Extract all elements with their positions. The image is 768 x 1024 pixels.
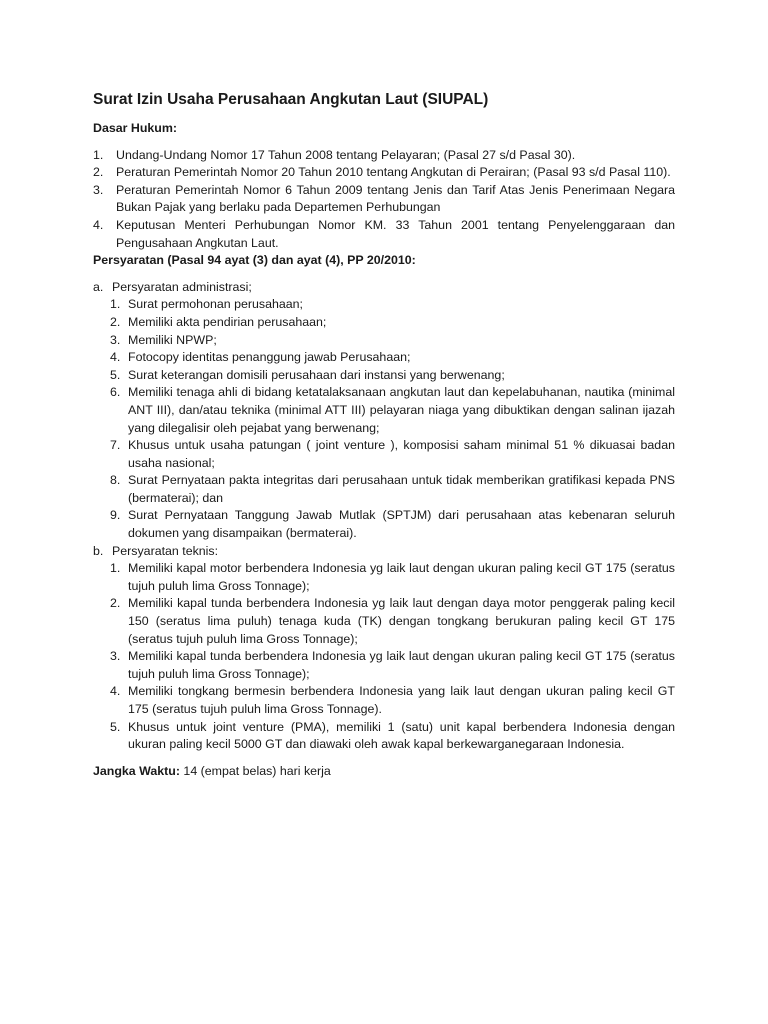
document-page [93,90,675,780]
list-item [93,182,675,217]
item-text: Memiliki kapal tunda berbendera Indonesia yg laik laut dengan ukuran paling kecil GT 175 (seratus tujuh puluh lima Gross Tonnage); [128,649,675,681]
list-item [93,164,675,182]
item-number: 5. [110,367,121,382]
item-text: Peraturan Pemerintah Nomor 20 Tahun 2010 tentang Angkutan di Perairan; (Pasal 93 s/d Pasal 110). [116,165,671,180]
list-item [110,384,675,437]
list-item [110,314,675,332]
item-text: Memiliki tenaga ahli di bidang ketatalaksanaan angkutan laut dan kepelabuhanan, nautika (minimal ANT III), dan/atau teknika (minimal ATT III) pelayaran niaga yang dibuktikan dengan salinan ijazah yang dilegalisir oleh pejabat yang berwenang; [128,385,675,435]
item-text: Memiliki kapal motor berbendera Indonesia yg laik laut dengan ukuran paling kecil GT 175 (seratus tujuh puluh lima Gross Tonnage); [128,561,675,593]
persyaratan-heading: Persyaratan (Pasal 94 ayat (3) dan ayat (4), PP 20/2010: [93,253,416,268]
item-text: Surat Pernyataan Tanggung Jawab Mutlak (SPTJM) dari perusahaan atas kebenaran seluruh dokumen yang disampaikan (bermaterai). [128,508,675,541]
item-text: Memiliki akta pendirian perusahaan; [128,314,327,329]
list-item [93,217,675,252]
teknis-list [110,560,675,754]
list-item [110,296,675,314]
document-title: Surat Izin Usaha Perusahaan Angkutan Laut (SIUPAL) [93,91,489,108]
item-number: 4. [110,684,121,699]
list-item [110,648,675,683]
list-item [110,367,675,385]
item-number: 2. [110,596,121,611]
group-label: Persyaratan teknis: [112,543,219,558]
item-number: 1. [110,297,121,312]
item-number: 1. [93,147,104,162]
administrasi-list [110,296,675,542]
item-number: 2. [93,165,104,180]
item-text: Khusus untuk joint venture (PMA), memiliki 1 (satu) unit kapal berbendera Indonesia dengan ukuran paling kecil 5000 GT dan diawaki oleh awak kapal berkewarganegaraan Indonesia. [128,719,675,752]
item-number: 3. [110,649,121,664]
item-text: Memiliki tongkang bermesin berbendera Indonesia yang laik laut dengan ukuran paling kecil GT 175 (seratus tujuh puluh lima Gross Tonnage). [128,684,675,716]
item-number: 7. [110,438,121,453]
list-item [110,683,675,718]
item-text: Fotocopy identitas penanggung jawab Perusahaan; [128,350,411,365]
list-item [93,147,675,165]
list-item [110,349,675,367]
group-label: Persyaratan administrasi; [112,279,252,294]
persyaratan-teknis-group [93,543,675,754]
item-number: 2. [110,314,121,329]
list-item [110,332,675,350]
item-number: 6. [110,385,121,400]
item-text: Surat Pernyataan pakta integritas dari perusahaan untuk tidak memberikan gratifikasi kepada PNS (bermaterai); dan [128,473,675,505]
list-item [110,507,675,542]
list-item [110,719,675,754]
item-number: 3. [110,332,121,347]
item-number: 9. [110,508,121,523]
list-item [110,472,675,507]
item-text: Surat permohonan perusahaan; [128,297,303,312]
item-text: Peraturan Pemerintah Nomor 6 Tahun 2009 tentang Jenis dan Tarif Atas Jenis Penerimaan Negara Bukan Pajak yang berlaku pada Departemen Perhubungan [116,182,675,215]
list-item [110,560,675,595]
item-text: Keputusan Menteri Perhubungan Nomor KM. 33 Tahun 2001 tentang Penyelenggaraan dan Pengusahaan Angkutan Laut. [116,217,675,250]
item-text: Undang-Undang Nomor 17 Tahun 2008 tentang Pelayaran; (Pasal 27 s/d Pasal 30). [116,147,576,162]
dasar-hukum-list [93,147,675,253]
jangka-waktu-value: 14 (empat belas) hari kerja [179,763,331,778]
item-text: Memiliki kapal tunda berbendera Indonesia yg laik laut dengan daya motor penggerak paling kecil 150 (seratus lima puluh) tenaga kuda (TK) dengan tongkang berukuran paling kecil GT 175 (seratus tujuh puluh lima Gross Tonnage); [128,596,675,646]
list-item [110,437,675,472]
item-number: 5. [110,719,121,734]
list-item [110,595,675,648]
jangka-waktu-line [93,763,675,781]
group-letter: b. [93,543,104,558]
item-text: Memiliki NPWP; [128,332,217,347]
item-number: 4. [110,350,121,365]
group-letter: a. [93,279,104,294]
item-number: 8. [110,473,121,488]
item-number: 3. [93,182,104,197]
item-text: Khusus untuk usaha patungan ( joint venture ), komposisi saham minimal 51 % dikuasai badan usaha nasional; [128,438,675,470]
dasar-hukum-heading: Dasar Hukum: [93,121,178,135]
item-number: 4. [93,217,104,232]
item-number: 1. [110,561,121,576]
item-text: Surat keterangan domisili perusahaan dari instansi yang berwenang; [128,367,505,382]
persyaratan-administrasi-group [93,279,675,543]
jangka-waktu-label: Jangka Waktu: [93,763,180,778]
